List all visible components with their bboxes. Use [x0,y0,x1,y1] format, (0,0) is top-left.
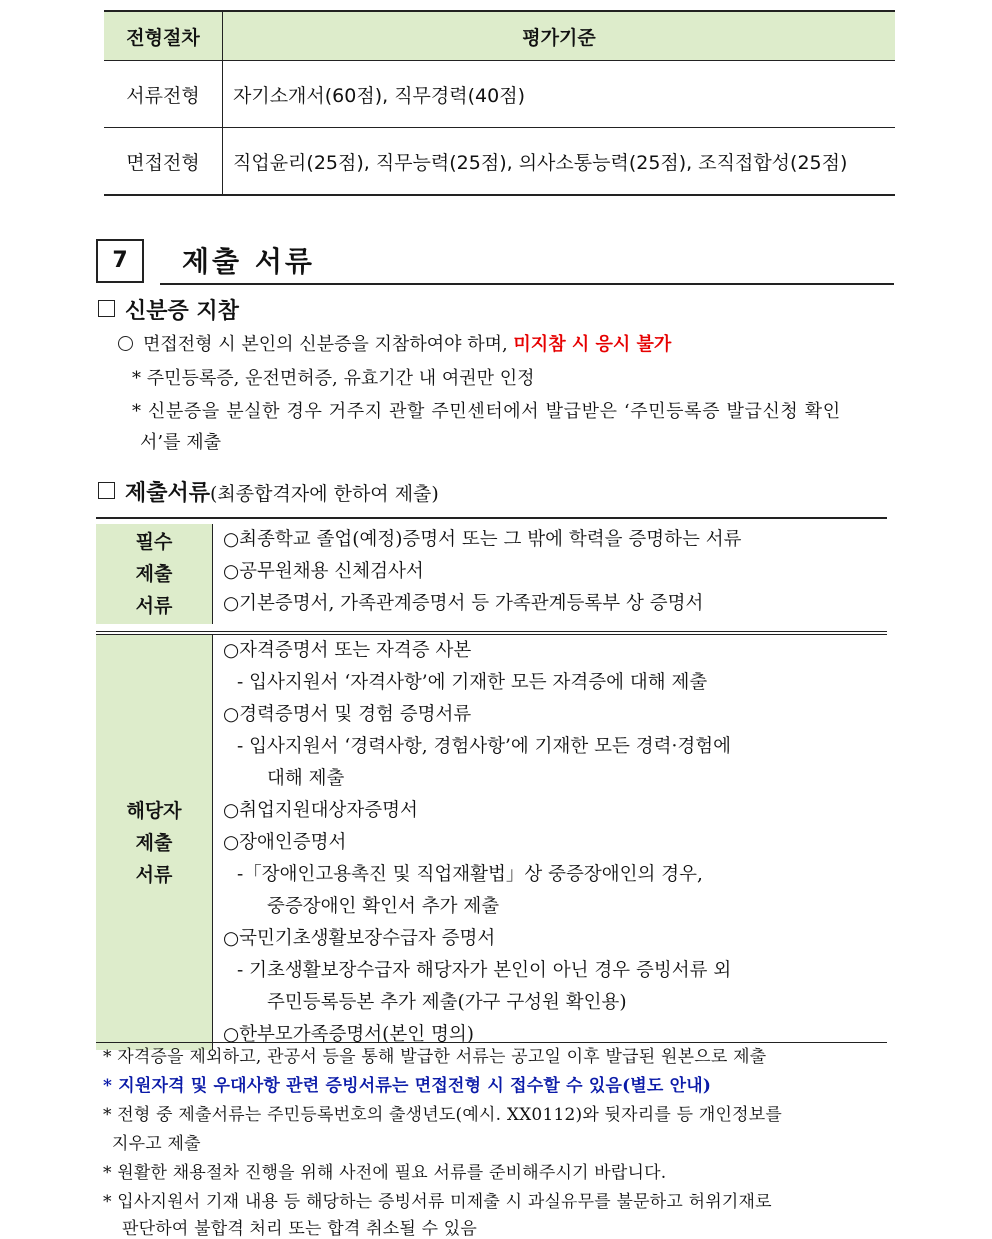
id-card-warning: 미지참 시 응시 불가 [513,334,672,355]
list-item: - 기초생활보장수급자 해당자가 본인이 아닌 경우 증빙서류 외 [237,960,732,981]
list-item: ○경력증명서 및 경험 증명서류 [223,704,472,725]
list-item: ○장애인증명서 [223,832,347,853]
eval-header-row [104,11,895,61]
list-item: - 입사지원서 ‘경력사항, 경험사항’에 기재한 모든 경력·경험에 [237,736,731,757]
criteria-cell: 자기소개서(60점), 직무경력(40점) [223,61,896,128]
note-emphasis: * 지원자격 및 우대사항 관련 증빙서류는 면접전형 시 접수할 수 있음(별도 안내) [103,1076,712,1096]
circle-bullet-icon [118,336,133,351]
section-underline [160,283,894,285]
applicable-docs-label [96,635,213,1050]
list-item: ○자격증명서 또는 자격증 사본 [223,640,472,661]
list-item: 주민등록등본 추가 제출(가구 구성원 확인용) [267,992,627,1013]
id-card-main-line [118,330,671,356]
evaluation-table [104,10,895,196]
applicable-docs-group [96,631,887,1050]
note: * 원활한 채용절차 진행을 위해 사전에 필요 서류를 준비해주시기 바랍니다. [103,1163,667,1183]
list-item: ○취업지원대상자증명서 [223,800,418,821]
list-item: -「장애인고용촉진 및 직업재활법」상 중증장애인의 경우, [237,864,703,885]
required-docs-list [213,524,887,624]
docs-heading [98,476,439,507]
id-card-main-text: 면접전형 시 본인의 신분증을 지참하여야 하며, [143,334,514,355]
note-continued: 판단하여 불합격 처리 또는 합격 취소될 수 있음 [122,1219,478,1239]
required-docs-group [96,517,887,624]
required-docs-label [96,524,213,624]
documents-table [96,517,887,1050]
id-card-note-continued: 서’를 제출 [140,432,221,453]
square-bullet-icon [98,482,115,499]
id-card-note: * 주민등록증, 운전면허증, 유효기간 내 여권만 인정 [132,368,535,389]
table-row [104,61,895,128]
list-item: - 입사지원서 ‘자격사항’에 기재한 모든 자격증에 대해 제출 [237,672,708,693]
header-stage: 전형절차 [104,11,223,61]
criteria-cell: 직업윤리(25점), 직무능력(25점), 의사소통능력(25점), 조직접합성(25점) [223,128,896,196]
table-row [104,128,895,196]
applicable-docs-list [213,635,887,1050]
id-card-heading [98,294,239,325]
label-line: 제출 [135,831,173,854]
stage-cell: 서류전형 [104,61,223,128]
list-item: 대해 제출 [267,768,345,789]
id-card-heading-text: 신분증 지참 [125,299,239,324]
label-line: 제출 [135,563,173,585]
docs-heading-text: 제출서류 [125,481,211,506]
stage-cell: 면접전형 [104,128,223,196]
header-criteria: 평가기준 [223,11,896,61]
label-line: 서류 [135,863,173,886]
note: * 자격증을 제외하고, 관공서 등을 통해 발급한 서류는 공고일 이후 발급된 원본으로 제출 [103,1047,767,1067]
docs-heading-sub: (최종합격자에 한하여 제출) [210,483,439,505]
list-item: ○한부모가족증명서(본인 명의) [223,1024,474,1045]
list-item: ○최종학교 졸업(예정)증명서 또는 그 밖에 학력을 증명하는 서류 [223,529,742,550]
label-line: 필수 [135,531,173,553]
label-line: 서류 [135,595,173,617]
note: * 전형 중 제출서류는 주민등록번호의 출생년도(예시. XX0112)와 뒷자리를 등 개인정보를 [103,1105,782,1125]
section-title: 제출 서류 [182,245,315,278]
note-continued: 지우고 제출 [112,1134,201,1154]
section-number: 7 [96,239,144,283]
list-item: ○기본증명서, 가족관계증명서 등 가족관계등록부 상 증명서 [223,593,704,614]
list-item: 중증장애인 확인서 추가 제출 [267,896,500,917]
label-line: 해당자 [126,799,182,822]
id-card-note: * 신분증을 분실한 경우 거주지 관할 주민센터에서 발급받은 ‘주민등록증 발급신청 확인 [132,401,841,422]
square-bullet-icon [98,300,115,317]
list-item: ○국민기초생활보장수급자 증명서 [223,928,496,949]
note: * 입사지원서 기재 내용 등 해당하는 증빙서류 미제출 시 과실유무를 불문하고 허위기재로 [103,1192,772,1212]
list-item: ○공무원채용 신체검사서 [223,561,424,582]
